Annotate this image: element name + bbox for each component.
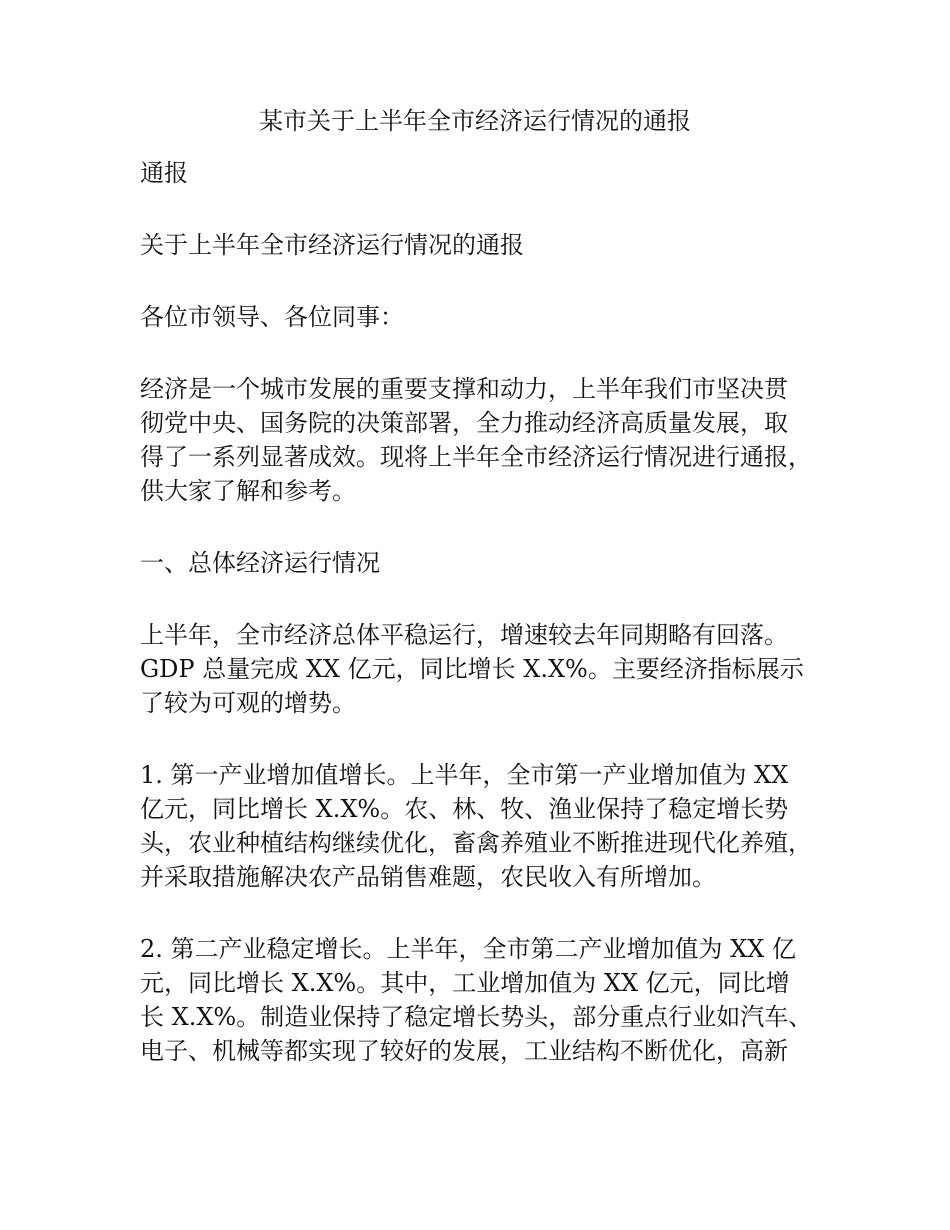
overview-paragraph xyxy=(140,618,830,720)
text-line: 各位市领导、各位同事： xyxy=(140,303,404,331)
notice-label xyxy=(140,156,830,190)
text-line: 头，农业种植结构继续优化，畜禽养殖业不断推进现代化养殖， xyxy=(140,829,812,857)
text-line: 1. 第一产业增加值增长。上半年，全市第一产业增加值为 XX xyxy=(140,761,789,789)
text-line: 了较为可观的增势。 xyxy=(140,689,356,717)
text-line: 2. 第二产业稳定增长。上半年，全市第二产业增加值为 XX 亿 xyxy=(140,935,796,963)
text-line: 上半年，全市经济总体平稳运行，增速较去年同期略有回落。 xyxy=(140,621,788,649)
text-line: 经济是一个城市发展的重要支撑和动力，上半年我们市坚决贯 xyxy=(140,375,788,403)
document-title: 某市关于上半年全市经济运行情况的通报 xyxy=(259,107,691,135)
document-body xyxy=(140,156,830,1106)
text-line: 一、总体经济运行情况 xyxy=(140,549,380,577)
salutation xyxy=(140,300,830,334)
secondary-industry-paragraph xyxy=(140,932,830,1068)
text-line: 元，同比增长 X.X%。其中，工业增加值为 XX 亿元，同比增 xyxy=(140,969,790,997)
text-line: 供大家了解和参考。 xyxy=(140,477,356,505)
text-line: 长 X.X%。制造业保持了稳定增长势头，部分重点行业如汽车、 xyxy=(140,1003,813,1031)
text-line: 关于上半年全市经济运行情况的通报 xyxy=(140,231,524,259)
notice-subject xyxy=(140,228,830,262)
text-line: 通报 xyxy=(140,159,188,187)
primary-industry-paragraph xyxy=(140,758,830,894)
text-line: 并采取措施解决农产品销售难题，农民收入有所增加。 xyxy=(140,863,716,891)
intro-paragraph xyxy=(140,372,830,508)
text-line: 亿元，同比增长 X.X%。农、林、牧、渔业保持了稳定增长势 xyxy=(140,795,789,823)
text-line: 彻党中央、国务院的决策部署，全力推动经济高质量发展，取 xyxy=(140,409,788,437)
text-line: 电子、机械等都实现了较好的发展，工业结构不断优化，高新 xyxy=(140,1037,788,1065)
text-line: GDP 总量完成 XX 亿元，同比增长 X.X%。主要经济指标展示 xyxy=(140,655,804,683)
section-heading xyxy=(140,546,830,580)
text-line: 得了一系列显著成效。现将上半年全市经济运行情况进行通报， xyxy=(140,443,812,471)
